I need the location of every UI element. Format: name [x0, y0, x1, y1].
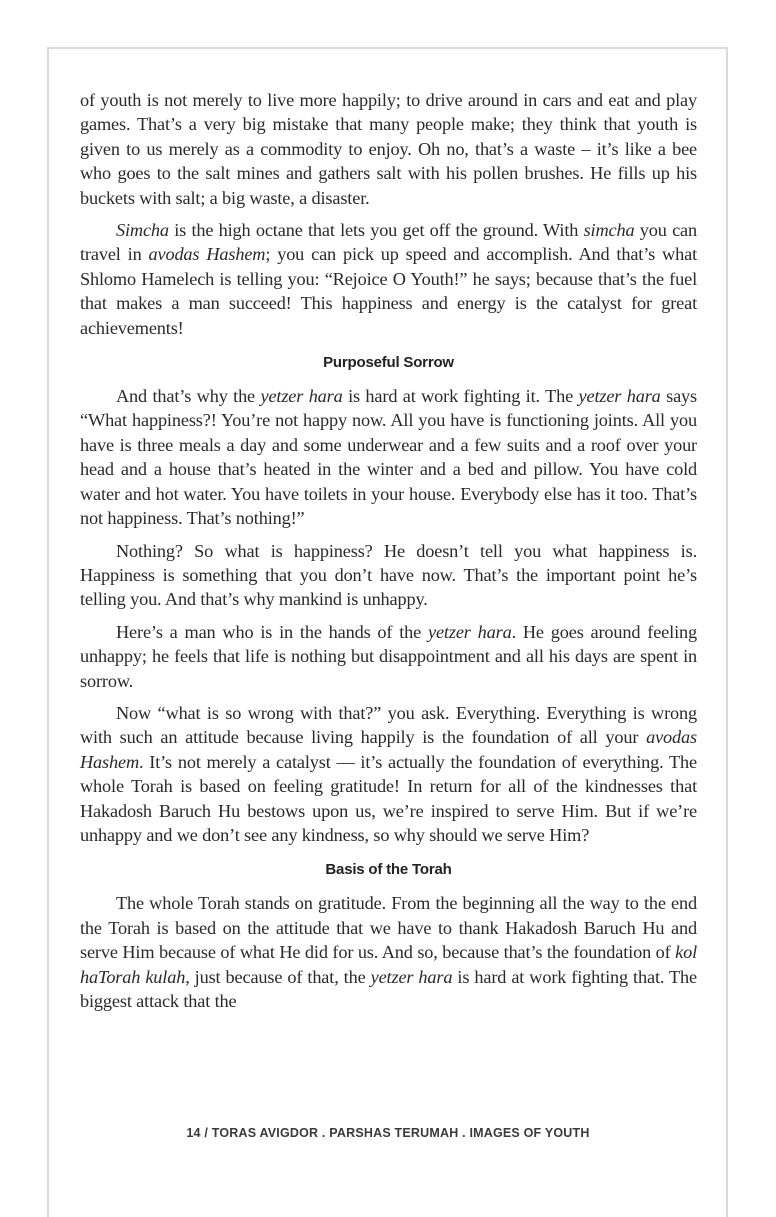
text-run: is hard at work fighting that. The biggest attack that the [80, 966, 697, 1011]
section-heading: Purposeful Sorrow [323, 354, 454, 372]
text-run: And that’s why the [116, 386, 261, 407]
paragraph [80, 701, 697, 847]
text-run: . It’s not merely a catalyst — it’s actually the foundation of everything. The whole Torah is based on feeling gratitude! In return for all of the kindnesses that Hakadosh Baruch Hu bestows upon us, we’re inspired to serve Him. But if we’re unhappy and we don’t see any kindness, so why should we serve Him? [80, 751, 697, 845]
italic-term: kol haTorah kulah [80, 942, 697, 987]
body-text [80, 88, 697, 1021]
text-run: of youth is not merely to live more happily; to drive around in cars and eat and play games. That’s a very big mistake that many people make; they think that youth is given to us merely as a commodity to enjoy. Oh no, that’s a waste – it’s like a bee who goes to the salt mines and gathers salt with his pollen brushes. He fills up his buckets with salt; a big waste, a disaster. [80, 90, 697, 208]
text-run: is the high octane that lets you get off the ground. With [168, 220, 584, 241]
paragraph [80, 891, 697, 1013]
text-run: Now “what is so wrong with that?” you ask. Everything. Everything is wrong with such an attitude because living happily is the foundation of all your [80, 702, 697, 748]
italic-term: avodas Hashem [148, 244, 266, 265]
text-run: is hard at work fighting it. The [342, 386, 579, 407]
italic-term: yetzer hara [428, 621, 512, 642]
text-run: Nothing? So what is happiness? He doesn’t tell you what happiness is. Happiness is something that you don’t have now. That’s the important point he’s telling you. And that’s why mankind is unhappy. [80, 540, 697, 610]
text-run: The whole Torah stands on gratitude. From the beginning all the way to the end the Torah is based on the attitude that we have to thank Hakadosh Baruch Hu and serve Him because of what He did for us. And so, because that’s the foundation of [80, 893, 697, 963]
text-run: . He goes around feeling unhappy; he feels that life is nothing but disappointment and all his days are spent in sorrow. [80, 621, 697, 691]
paragraph [80, 384, 697, 530]
italic-term: yetzer hara [578, 386, 661, 407]
section-heading: Basis of the Torah [325, 861, 452, 879]
italic-term: avodas Hashem [80, 727, 697, 772]
paragraph [80, 539, 697, 612]
text-run: says “What happiness?! You’re not happy now. All you have is functioning joints. All you have is three meals a day and some underwear and a few suits and a roof over your head and a house that’s heated in the winter and a bed and pillow. You have cold water and hot water. You have toilets in your house. Everybody else has it too. That’s not happiness. That’s nothing!” [80, 386, 697, 529]
text-run: , just because of that, the [185, 966, 371, 987]
text-run: you can travel in [80, 220, 698, 265]
page-footer: 14 / TORAS AVIGDOR . PARSHAS TERUMAH . IMAGES OF YOUTH [186, 1126, 590, 1140]
italic-term: yetzer hara [260, 386, 343, 407]
text-run: Here’s a man who is in the hands of the [116, 621, 428, 642]
paragraph [80, 88, 697, 210]
italic-term: Simcha [116, 220, 169, 241]
text-run: ; you can pick up speed and accomplish. And that’s what Shlomo Hamelech is telling you: “Rejoice O Youth!” he says; because that’s the fuel that makes a man succeed! This happiness and energy is the catalyst for great achievements! [80, 244, 697, 338]
paragraph [80, 620, 697, 693]
italic-term: yetzer hara [370, 966, 453, 987]
paragraph [80, 218, 697, 340]
italic-term: simcha [583, 220, 635, 241]
